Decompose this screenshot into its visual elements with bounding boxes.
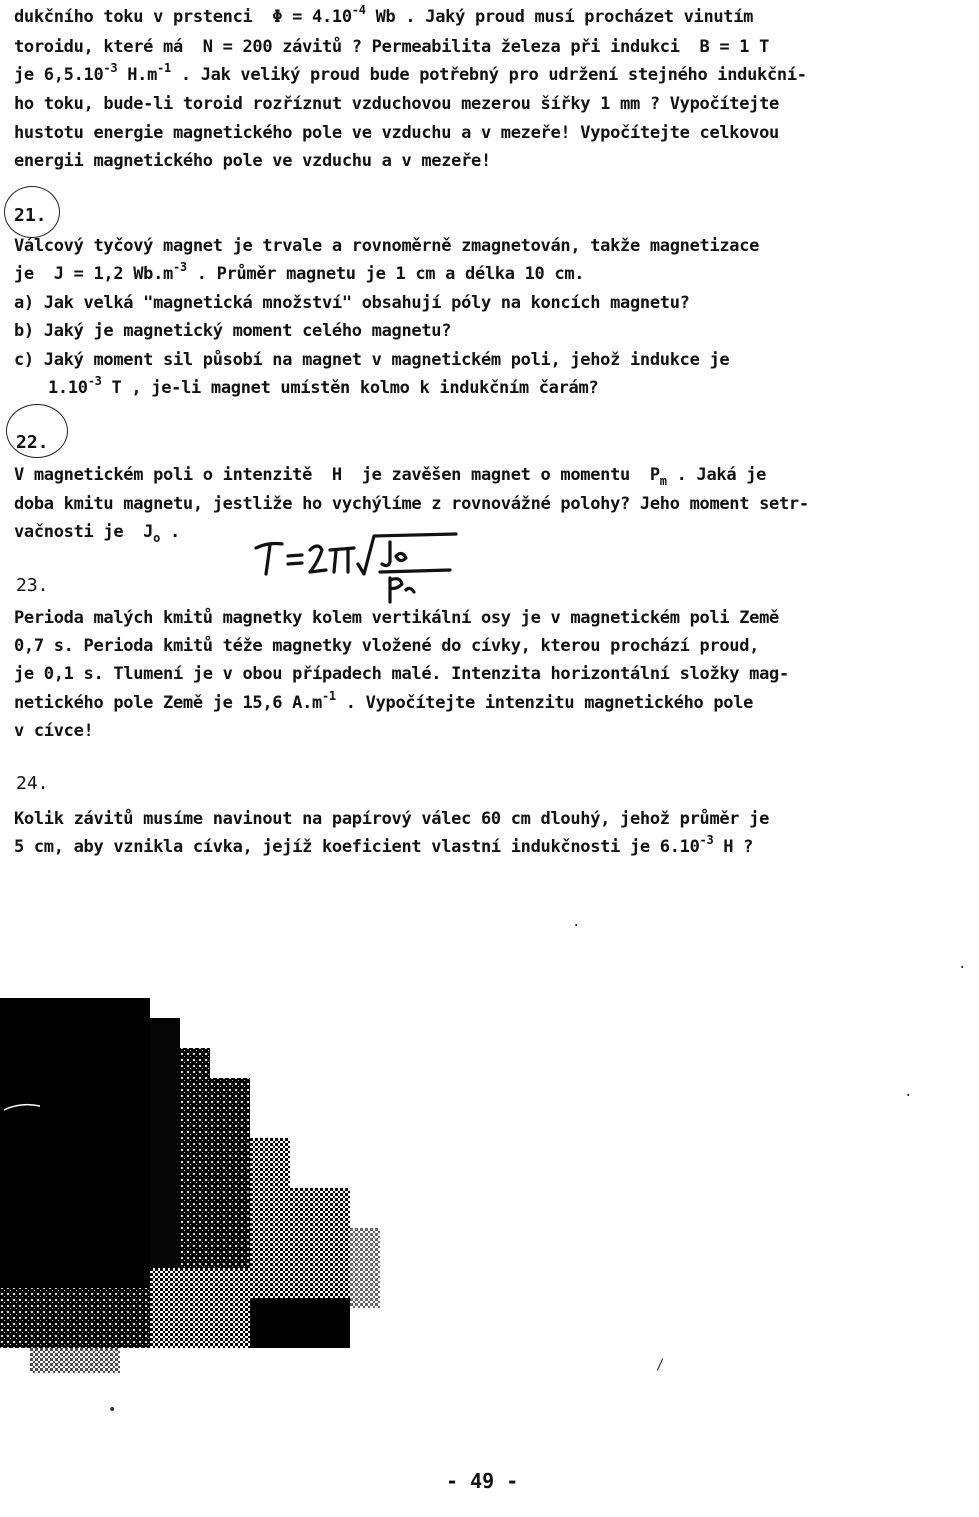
intro-line-1: dukčního toku v prstenci $\Phi = 4.10^{-4}$ Wb . Jaký proud musí procházet vinutím — [14, 3, 754, 27]
problem-23-line-4: netického pole Země je 15,6 $A.m^{-1}$ . Vypočítejte intenzitu magnetického pole — [14, 689, 754, 713]
problem-21-item-c-cont: $1.10^{-3}$ T , je-li magnet umístěn kolmo k indukčním čarám? — [48, 374, 599, 398]
problem-22-line-2: doba kmitu magnetu, jestliže ho vychýlíme z rovnovážné polohy? Jeho moment setr- — [14, 494, 809, 514]
problem-23-number: 23. — [16, 575, 49, 596]
problem-22-number: 22. — [16, 432, 49, 453]
problem-21-item-b: b) Jaký je magnetický moment celého magnetu? — [14, 321, 452, 341]
intro-line-5: hustotu energie magnetického pole ve vzduchu a v mezeře! Vypočítejte celkovou — [14, 123, 779, 143]
page-number: - 49 - — [446, 1469, 519, 1493]
problem-24-line-2: 5 cm, aby vznikla cívka, jejíž koeficient vlastní indukčnosti je $6.10^{-3}$ H ? — [14, 833, 754, 857]
problem-21-line-1: Válcový tyčový magnet je trvale a rovnoměrně zmagnetován, takže magnetizace — [14, 236, 760, 256]
problem-23-line-1: Perioda malých kmitů magnetky kolem vertikální osy je v magnetickém poli Země — [14, 608, 779, 628]
problem-21-item-a: a) Jak velká "magnetická množství" obsahují póly na koncích magnetu? — [14, 293, 690, 313]
problem-23-line-2: 0,7 s. Perioda kmitů téže magnetky vložené do cívky, kterou prochází proud, — [14, 636, 760, 656]
problem-22-line-3: vačnosti je $J_o$ . — [14, 522, 180, 545]
intro-line-3: je $6,5.10^{-3}$ $H.m^{-1}$ . Jak veliký proud bude potřebný pro udržení stejného indukční- — [14, 61, 807, 85]
scan-artifact-blot — [0, 998, 390, 1378]
problem-21-number: 21. — [14, 205, 47, 226]
scan-speck: · — [572, 918, 581, 934]
intro-line-6: energii magnetického pole ve vzduchu a v mezeře! — [14, 151, 491, 171]
problem-23-line-3: je 0,1 s. Tlumení je v obou případech malé. Intenzita horizontální složky mag- — [14, 664, 789, 684]
problem-24-number: 24. — [16, 773, 49, 794]
problem-23-line-5: v cívce! — [14, 721, 94, 741]
handwritten-formula — [250, 528, 470, 608]
problem-21-line-2: je J = 1,2 $Wb.m^{-3}$ . Průměr magnetu je 1 cm a délka 10 cm. — [14, 260, 585, 284]
problem-21-item-c: c) Jaký moment sil působí na magnet v magnetickém poli, jehož indukce je — [14, 350, 730, 370]
scan-speck: / — [656, 1357, 665, 1373]
scan-speck: • — [108, 1402, 117, 1418]
scan-speck: · — [958, 960, 967, 976]
intro-line-4: ho toku, bude-li toroid rozříznut vzduchovou mezerou šířky 1 mm ? Vypočítejte — [14, 94, 779, 114]
problem-22-line-1: V magnetickém poli o intenzitě H je zavěšen magnet o momentu $P_m$ . Jaká je — [14, 465, 767, 488]
problem-24-line-1: Kolik závitů musíme navinout na papírový válec 60 cm dlouhý, jehož průměr je — [14, 809, 770, 829]
intro-line-2: toroidu, které má N = 200 závitů ? Permeabilita železa při indukci B = 1 T — [14, 37, 770, 57]
scan-speck: · — [904, 1088, 913, 1104]
